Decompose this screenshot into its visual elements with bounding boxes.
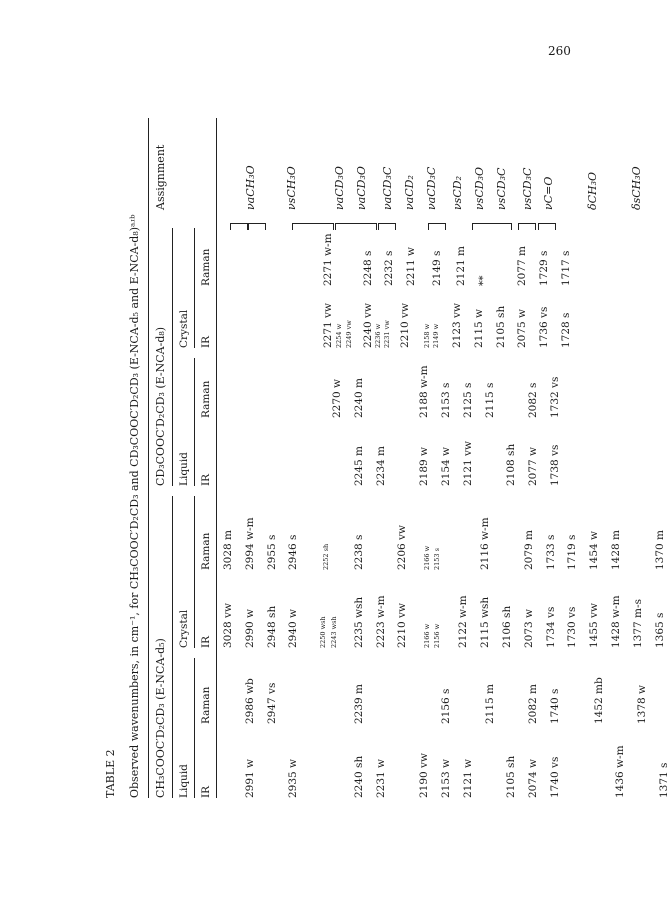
col-ir-3: IR [200,473,212,486]
table-cell-c1: 2121 w [461,758,474,798]
assignment-cell: νaCD₂ [402,175,416,210]
table-cell-c3: 2115 wsh [479,596,492,648]
table-cell-c5: 1738 vs [549,444,561,486]
table-cell-c4: 1719 s [566,534,579,570]
bracket [335,223,377,230]
assignment-cell: νC=O [542,176,556,210]
table-cell-c2: 2156 s [440,688,452,724]
group1-rule [172,496,173,798]
table-cell-c1: 2935 w [287,758,300,798]
bracket [292,223,334,230]
table-cell-c3: 1428 w-m [610,595,623,648]
table-cell-c2: 2947 vs [265,682,278,724]
table-cell-c4: 3028 m [222,529,234,570]
assignment-cell: νaCD₃C [381,166,395,210]
table-cell-c5: 2121 vw [461,441,474,486]
table-cell-c4: 2252 sh [322,543,331,570]
assignment-cell: νsCD₃C [520,167,534,210]
table-cell-c8: ** [477,275,490,286]
assignment-cell: δCH₃O [586,171,600,210]
table-cell-c3: 2106 sh [501,605,514,648]
bracket [538,223,556,230]
table-cell-c1: 2153 w [440,758,452,798]
table-cell-c8: 1717 s [559,250,572,286]
bracket [428,223,446,230]
col-raman-3: Raman [200,380,212,418]
page-number: 260 [548,44,571,58]
table-cell-c4: 2116 w-m [479,517,492,570]
col-ir-2: IR [200,635,212,648]
table-cell-c4: 1733 s [544,534,557,570]
table-cell-c3: 2948 sh [265,605,278,648]
table-label: TABLE 2 [104,749,117,798]
table-cell-c6: 1732 vs [549,376,561,418]
table-cell-c2: 2986 wb [243,678,256,724]
liquid2-rule [194,358,195,486]
table-cell-c6: 2270 w [331,378,343,418]
bracket [518,223,536,230]
table-cell-c7: 2115 w [472,308,485,348]
col-raman-4: Raman [200,248,212,286]
table-cell-c3: 2243 wsh [329,616,338,648]
table-cell-c4: 2955 s [265,534,278,570]
table-cell-c6: 2115 s [483,382,496,418]
table-cell-c3: 2940 w [287,608,300,648]
table-cell-c7: 2075 w [516,308,529,348]
table-cell-c3: 2122 w-m [457,595,470,648]
table-cell-c8: 2077 m [516,245,529,286]
table-cell-c3: 2235 wsh [352,596,365,648]
table-cell-c8: 2149 s [431,250,444,286]
table-cell-c1: 1371 s [658,762,670,798]
table-cell-c5: 2077 w [527,446,540,486]
table-cell-c1: 1740 vs [549,756,561,798]
table-cell-c3: 1365 s [653,612,666,648]
table-cell-c7: 2254 w [335,323,344,348]
table-cell-c3: 2990 w [243,608,256,648]
table-cell-c4: 2079 m [522,529,535,570]
table-cell-c3: 2210 vw [396,603,409,648]
table-cell-c8: 2211 w [405,246,418,286]
table-cell-c4: 2994 w-m [243,517,256,570]
table-cell-c7: 2236 w [373,323,382,348]
top-rule [148,118,149,798]
table-cell-c7: 1736 vs [538,306,551,348]
table-cell-c7: 2158 w [422,323,431,348]
col-raman-2: Raman [200,532,212,570]
rotated-table-region [98,118,670,798]
table-cell-c5: 2108 sh [505,443,518,486]
table-cell-c8: 2232 s [383,250,396,286]
assignment-cell: νsCD₃O [472,167,486,210]
assignment-cell: νaCH₃O [243,165,257,210]
table-cell-c2: 2115 m [483,683,496,724]
table-cell-c6: 2125 s [461,382,474,418]
table-cell-c3: 1730 vs [566,606,579,648]
bracket [472,223,512,230]
table-cell-c2: 1378 w [636,684,649,724]
table-cell-c7: 2123 vw [450,303,463,348]
table-cell-c7: 1728 s [559,312,572,348]
col-raman-1: Raman [200,686,212,724]
table-cell-c1: 2991 w [243,758,256,798]
table-cell-c4: 2238 s [352,534,365,570]
group1-header: CH₃COOC′D₂CD₃ (E-NCA-d₅) [154,638,167,798]
bracket [378,223,396,230]
liquid1-rule [194,658,195,798]
table-cell-c5: 2189 w [418,446,431,486]
table-cell-c3: 2073 w [522,608,535,648]
table-cell-c1: 1436 w-m [614,745,627,798]
table-cell-c7: 2271 vw [322,303,335,348]
table-cell-c4: 1454 w [588,530,601,570]
table-cell-c8: 2271 w-m [322,233,335,286]
table-cell-c7: 2105 sh [494,305,507,348]
table-caption: Observed wavenumbers, in cm⁻¹, for CH₃COOC′D₂CD₃ and CD₃COOC′D₂CD₃ (E-NCA-d₅ and E-NCA-d₈)ᵃʴᵇ [128,214,141,798]
table-cell-c2: 2239 m [352,683,365,724]
table-cell-c1: 2240 sh [352,755,365,798]
table-cell-c6: 2240 m [352,377,365,418]
table-cell-c4: 1428 m [610,529,623,570]
table-cell-c6: 2082 s [527,382,540,418]
table-cell-c4: 2946 s [287,534,300,570]
table-cell-c2: 2082 m [527,683,540,724]
table-cell-c4: 2206 vw [396,525,409,570]
assignment-cell: νaCD₃O [333,166,347,210]
table-cell-c7: 2231 vw [383,320,392,348]
table-cell-c1: 2074 w [527,758,540,798]
table-cell-c2: 1452 mb [592,677,605,724]
table-cell-c1: 2231 w [374,758,387,798]
col-ir-4: IR [200,335,212,348]
assignment-header: Assignment [154,144,167,210]
table-cell-c3: 1377 m-s [631,599,644,648]
table-cell-c3: 2166 w [422,623,431,648]
table-cell-c3: 1455 vw [588,603,601,648]
table-cell-c7: 2249 vw [345,320,354,348]
table-cell-c4: 2153 s [433,548,442,570]
table-cell-c3: 2223 w-m [374,595,387,648]
bracket [230,223,248,230]
table-cell-c8: 2248 s [361,250,374,286]
assignment-cell: νsCH₃O [285,166,299,210]
table-cell-c1: 2105 sh [505,755,518,798]
table-cell-c8: 1729 s [538,250,551,286]
col-ir-1: IR [200,785,212,798]
table-cell-c4: 1370 m [653,529,666,570]
assignment-cell: νaCD₃O [354,166,368,210]
table-cell-c7: 2210 vw [398,303,411,348]
crystal2-rule [194,228,195,348]
assignment-cell: δsCH₃O [629,166,643,210]
table-cell-c3: 3028 vw [222,603,234,648]
table-cell-c7: 2240 vw [361,303,374,348]
assignment-cell: νaCD₃C [424,166,438,210]
table-cell-c1: 2190 vw [418,753,431,798]
table-cell-c3: 2250 wsh [319,616,327,648]
crystal1-rule [194,496,195,648]
assignment-cell: νsCD₃C [494,167,508,210]
group2-rule [172,228,173,486]
table-cell-c4: 2166 w [422,545,431,570]
table-cell-c8: 2121 m [455,245,468,286]
table-2 [98,118,670,798]
table-cell-c2: 1740 s [549,688,561,724]
header-rule [216,118,217,798]
group2-crystal: Crystal [178,309,190,348]
assignment-cell: νsCD₂ [450,176,464,210]
group1-crystal: Crystal [178,609,190,648]
table-cell-c6: 2188 w-m [418,365,431,418]
group2-header: CD₃COOC′D₂CD₃ (E-NCA-d₈) [154,326,167,486]
table-cell-c3: 2156 w [433,623,442,648]
table-cell-c6: 2153 s [440,382,452,418]
table-cell-c5: 2245 m [352,445,365,486]
table-cell-c3: 1734 vs [544,606,557,648]
group2-liquid: Liquid [178,452,190,486]
bracket [248,223,266,230]
table-cell-c5: 2234 m [374,445,387,486]
table-cell-c7: 2149 w [432,323,441,348]
table-cell-c5: 2154 w [440,446,452,486]
group1-liquid: Liquid [178,764,190,798]
